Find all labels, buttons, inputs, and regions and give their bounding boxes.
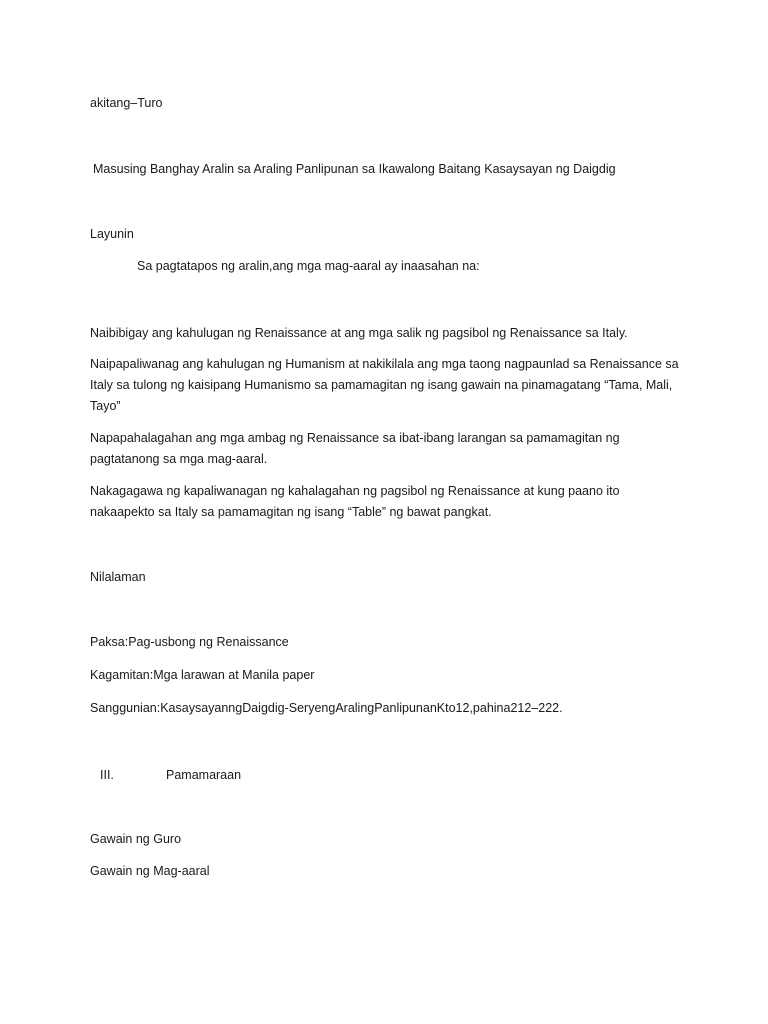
content-heading: Nilalaman [90, 570, 146, 584]
content-materials: Kagamitan:Mga larawan at Manila paper [90, 668, 315, 682]
document-title: Masusing Banghay Aralin sa Araling Panlipunan sa Ikawalong Baitang Kasaysayan ng Daigdig [93, 162, 616, 176]
objective-item-2: Naipapaliwanag ang kahulugan ng Humanism at nakikilala ang mga taong nagpaunlad sa Renaissance sa Italy sa tulong ng kaisipang Humanismo sa pamamagitan ng isang gawain na pinamagatang “Tama, Mali, Tayo” [90, 357, 679, 413]
objective-item-4: Nakagagawa ng kapaliwanagan ng kahalagahan ng pagsibol ng Renaissance at kung paano ito nakaapekto sa Italy sa pamamagitan ng isang “Table” ng bawat pangkat. [90, 484, 620, 519]
content-topic: Paksa:Pag-usbong ng Renaissance [90, 635, 289, 649]
objective-item-1: Naibibigay ang kahulugan ng Renaissance at ang mga salik ng pagsibol ng Renaissance sa Italy. [90, 326, 628, 340]
header-label: akitang–Turo [90, 96, 163, 110]
procedure-number: III. [100, 768, 114, 782]
objectives-intro: Sa pagtatapos ng aralin,ang mga mag-aaral ay inaasahan na: [137, 259, 480, 273]
procedure-heading: Pamamaraan [166, 768, 242, 782]
student-activity-heading: Gawain ng Mag-aaral [90, 864, 210, 878]
objectives-heading: Layunin [90, 227, 134, 241]
content-reference: Sanggunian:KasaysayanngDaigdig-SeryengAralingPanlipunanKto12,pahina212–222. [90, 701, 563, 715]
objective-item-3: Napapahalagahan ang mga ambag ng Renaissance sa ibat-ibang larangan sa pamamagitan ng pagtatanong sa mga mag-aaral. [90, 431, 620, 466]
teacher-activity-heading: Gawain ng Guro [90, 832, 182, 846]
